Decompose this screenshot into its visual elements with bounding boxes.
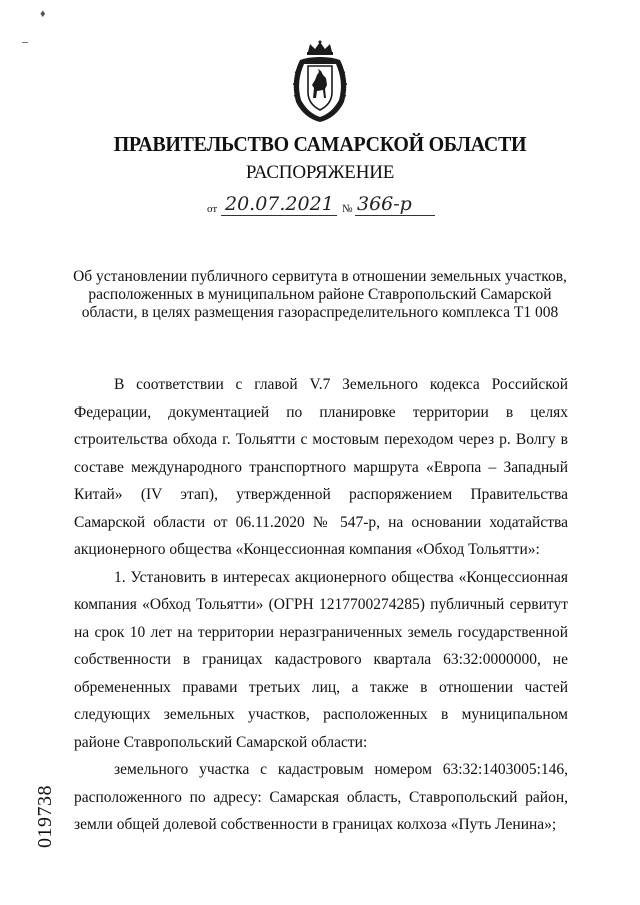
date-number-line [207, 193, 437, 219]
document-number: 366-р [357, 193, 412, 215]
paragraph-land-plot: земельного участка с кадастровым номером 63:32:1403005:146, расположенного по адресу: Самарская область, Ставропольский район, земли общей долевой собственности в границах колхоза «Путь Ленина»; [74, 761, 568, 833]
document-date: 20.07.2021 [225, 193, 334, 215]
date-prefix: от [207, 203, 218, 215]
number-underline [355, 215, 435, 216]
government-title: ПРАВИТЕЛЬСТВО САМАРСКОЙ ОБЛАСТИ [113, 132, 527, 156]
date-underline [221, 215, 337, 216]
side-serial-number: 019738 [34, 785, 56, 848]
document-type: РАСПОРЯЖЕНИЕ [245, 162, 395, 183]
document-subject: Об установлении публичного сервитута в отношении земельных участков, расположенных в муниципальном районе Ставропольский Самарской области, в целях размещения газораспределительного комплекса Т1 008 [73, 268, 567, 321]
margin-mark [22, 42, 28, 43]
number-prefix: № [342, 203, 353, 215]
document-body [74, 371, 568, 839]
corner-mark: ♦ [40, 8, 46, 20]
coat-of-arms-icon [286, 40, 354, 124]
paragraph-preamble: В соответствии с главой V.7 Земельного кодекса Российской Федерации, документацией по планировке территории в целях строительства обхода г. Тольятти с мостовым переходом через р. Волгу в составе международного транспортного маршрута «Европа – Западный Китай» (IV этап), утвержденной распоряжением Правительства Самарской области от 06.11.2020 № 547-р, на основании ходатайства акционерного общества «Концессионная компания «Обход Тольятти»: [74, 376, 568, 558]
paragraph-item-1: 1. Установить в интересах акционерного общества «Концессионная компания «Обход Тольятти» (ОГРН 1217700274285) публичный сервитут на срок 10 лет на территории неразграниченных земель государственной собственности в границах кадастрового квартала 63:32:0000000, не обремененных правами третьих лиц, а также в отношении частей следующих земельных участков, расположенных в муниципальном районе Ставропольский Самарской области: [74, 568, 568, 751]
